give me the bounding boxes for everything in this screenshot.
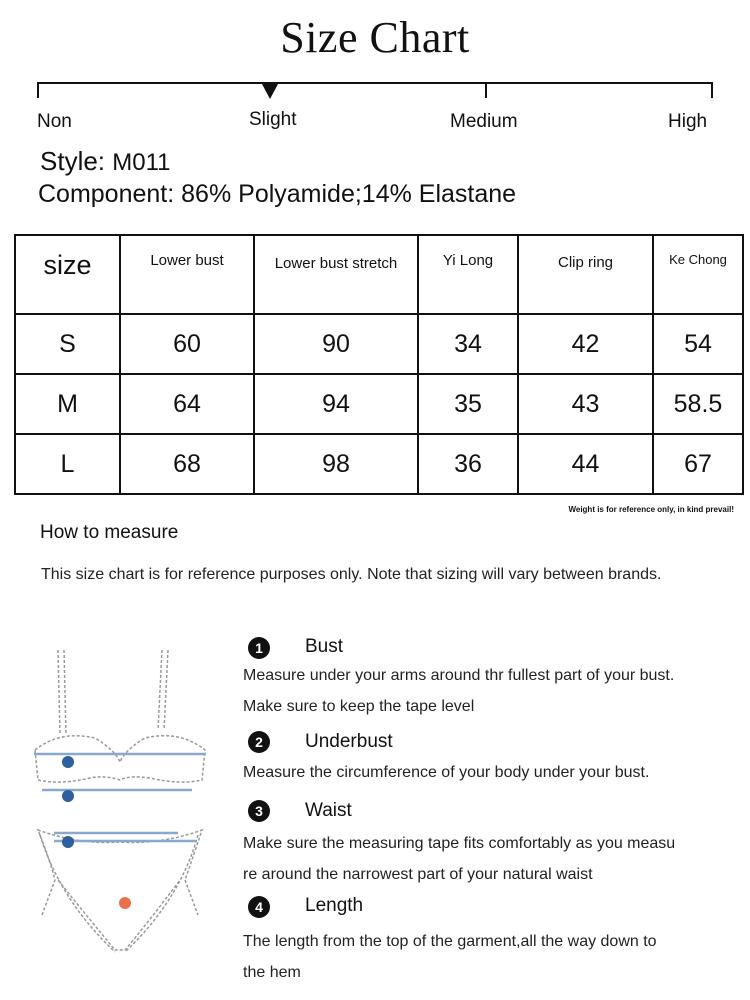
- cell-lower-bust-stretch: 90: [254, 314, 418, 374]
- step-4-text: [243, 926, 743, 988]
- stretch-marker-icon: [262, 84, 278, 99]
- cell-ke-chong: 58.5: [653, 374, 743, 434]
- step-4-line: The length from the top of the garment,all the way down to: [243, 933, 657, 950]
- cell-lower-bust: 60: [120, 314, 254, 374]
- style-value: M011: [112, 149, 171, 176]
- step-3-title: Waist: [305, 800, 352, 821]
- component-value: 86% Polyamide;14% Elastane: [181, 180, 517, 208]
- header-yi-long: Yi Long: [418, 235, 518, 314]
- style-info: [40, 146, 171, 177]
- header-size: size: [15, 235, 120, 314]
- step-2-line: Measure the circumference of your body under your bust.: [243, 764, 650, 781]
- step-4-number-icon: 4: [248, 896, 270, 918]
- marker-length-icon: [119, 897, 131, 909]
- scale-tick: [37, 82, 39, 98]
- step-3-text: [243, 828, 743, 890]
- step-1-title: Bust: [305, 636, 344, 657]
- scale-tick: [485, 82, 487, 98]
- header-ke-chong: Ke Chong: [653, 235, 743, 314]
- cell-lower-bust-stretch: 98: [254, 434, 418, 494]
- scale-label-medium: Medium: [450, 111, 518, 132]
- component-info: [38, 180, 516, 209]
- step-1-number-icon: 1: [248, 637, 270, 659]
- cell-lower-bust: 64: [120, 374, 254, 434]
- cell-lower-bust: 68: [120, 434, 254, 494]
- step-3-number-icon: 3: [248, 800, 270, 822]
- style-label: Style:: [40, 146, 106, 176]
- bikini-illustration: [20, 630, 220, 970]
- table-row: [15, 314, 743, 374]
- step-2-number-icon: 2: [248, 731, 270, 753]
- stretch-scale-line: [37, 82, 713, 84]
- how-to-measure-heading: How to measure: [40, 522, 179, 543]
- step-3-line: re around the narrowest part of your natural waist: [243, 866, 593, 883]
- cell-size: L: [15, 434, 120, 494]
- step-4-line: the hem: [243, 964, 301, 981]
- size-table: [14, 234, 744, 495]
- cell-ke-chong: 54: [653, 314, 743, 374]
- header-lower-bust: Lower bust: [120, 235, 254, 314]
- cell-clip-ring: 43: [518, 374, 653, 434]
- scale-label-non: Non: [37, 111, 72, 132]
- table-row: [15, 374, 743, 434]
- step-2-title: Underbust: [305, 731, 393, 752]
- cell-clip-ring: 42: [518, 314, 653, 374]
- cell-ke-chong: 67: [653, 434, 743, 494]
- reference-note: Weight is for reference only, in kind prevail!: [568, 505, 734, 514]
- marker-underbust-icon: [62, 790, 74, 802]
- cell-clip-ring: 44: [518, 434, 653, 494]
- table-header-row: [15, 235, 743, 314]
- step-4-title: Length: [305, 895, 364, 916]
- cell-size: S: [15, 314, 120, 374]
- header-lower-bust-stretch: Lower bust stretch: [254, 235, 418, 314]
- disclaimer-text: This size chart is for reference purposes only. Note that sizing will vary between brands.: [41, 566, 662, 583]
- step-1-text: [243, 660, 743, 722]
- scale-label-slight: Slight: [249, 109, 297, 130]
- step-1-line: Measure under your arms around thr fullest part of your bust.: [243, 667, 675, 684]
- table-row: [15, 434, 743, 494]
- marker-bust-icon: [62, 756, 74, 768]
- marker-waist-icon: [62, 836, 74, 848]
- scale-label-high: High: [668, 111, 708, 132]
- cell-yi-long: 36: [418, 434, 518, 494]
- step-2-text: [243, 757, 743, 788]
- page-title: Size Chart: [280, 13, 470, 62]
- component-label: Component:: [38, 180, 175, 208]
- step-1-line: Make sure to keep the tape level: [243, 698, 475, 715]
- header-clip-ring: Clip ring: [518, 235, 653, 314]
- cell-lower-bust-stretch: 94: [254, 374, 418, 434]
- cell-yi-long: 34: [418, 314, 518, 374]
- scale-tick: [711, 82, 713, 98]
- step-3-line: Make sure the measuring tape fits comfortably as you measu: [243, 835, 676, 852]
- cell-yi-long: 35: [418, 374, 518, 434]
- cell-size: M: [15, 374, 120, 434]
